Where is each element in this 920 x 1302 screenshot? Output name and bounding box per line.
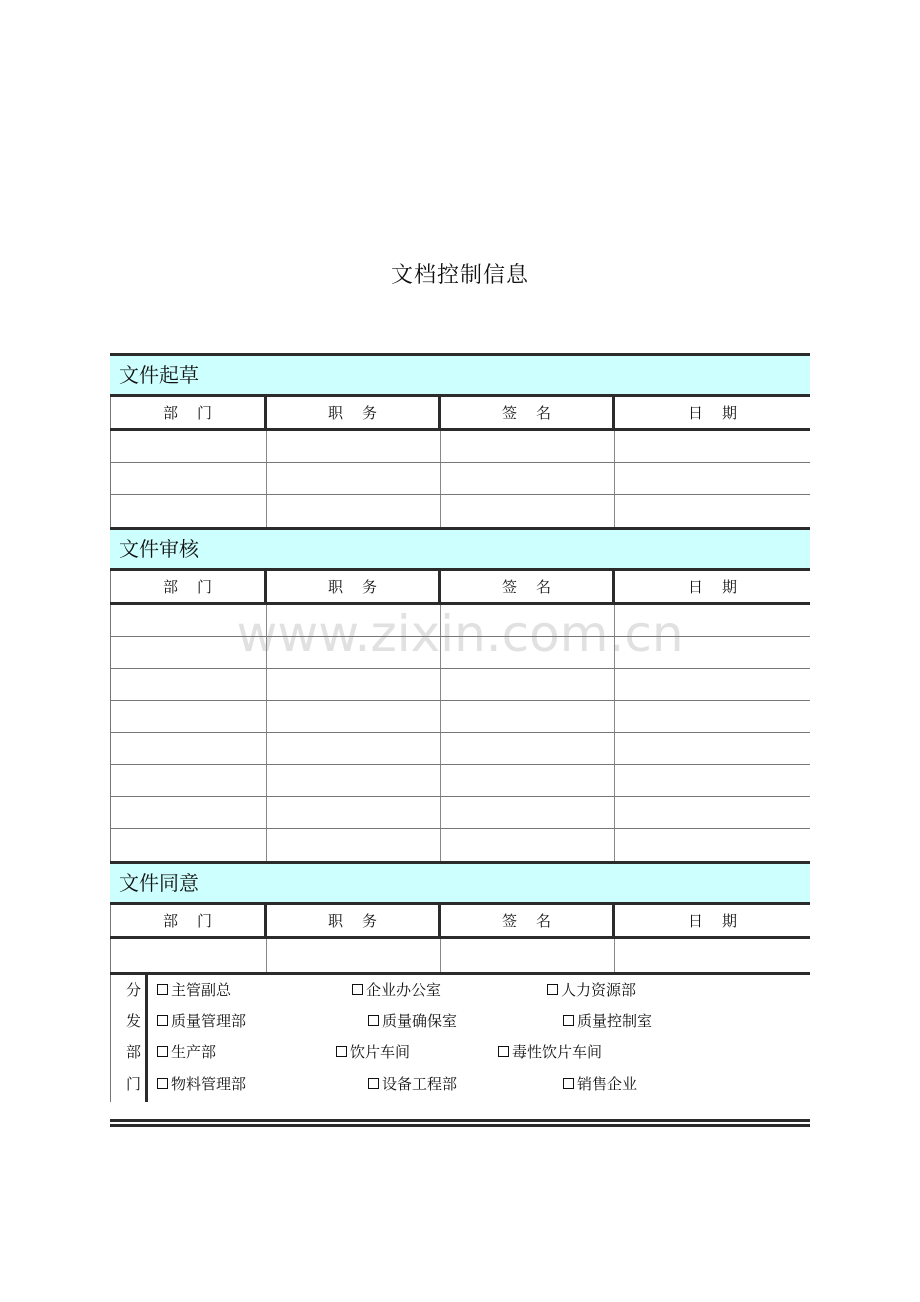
date-cell[interactable] bbox=[615, 669, 810, 700]
distribution-block bbox=[110, 972, 810, 1102]
department-cell[interactable] bbox=[110, 463, 267, 494]
column-header-row bbox=[110, 571, 810, 605]
department-cell[interactable] bbox=[110, 939, 267, 972]
date-cell[interactable] bbox=[615, 797, 810, 828]
dist-option[interactable]: 设备工程部 bbox=[368, 1073, 457, 1094]
position-cell[interactable] bbox=[267, 797, 441, 828]
col-department: 部 门 bbox=[110, 397, 267, 428]
dist-option[interactable]: 生产部 bbox=[157, 1041, 216, 1062]
department-cell[interactable] bbox=[110, 829, 267, 861]
checkbox-icon[interactable] bbox=[563, 1078, 574, 1089]
date-cell[interactable] bbox=[615, 637, 810, 668]
signature-cell[interactable] bbox=[441, 797, 615, 828]
table-row bbox=[110, 797, 810, 829]
column-header-row bbox=[110, 397, 810, 431]
department-cell[interactable] bbox=[110, 701, 267, 732]
table-row bbox=[110, 701, 810, 733]
position-cell[interactable] bbox=[267, 669, 441, 700]
checkbox-icon[interactable] bbox=[157, 1046, 168, 1057]
watermark: www.zixin.com.cn bbox=[236, 605, 684, 663]
dist-label-char: 部 bbox=[126, 1043, 142, 1061]
dist-option[interactable]: 主管副总 bbox=[157, 979, 231, 1000]
dist-label-char: 分 bbox=[126, 981, 142, 999]
signature-cell[interactable] bbox=[441, 765, 615, 796]
control-form bbox=[110, 353, 810, 1102]
section-approval-header bbox=[110, 861, 810, 905]
section-review-title: 文件审核 bbox=[119, 537, 199, 561]
date-cell[interactable] bbox=[615, 939, 810, 972]
distribution-label bbox=[110, 975, 148, 1102]
department-cell[interactable] bbox=[110, 733, 267, 764]
department-cell[interactable] bbox=[110, 765, 267, 796]
dist-option[interactable]: 质量控制室 bbox=[563, 1010, 652, 1031]
table-row bbox=[110, 765, 810, 797]
signature-cell[interactable] bbox=[441, 605, 615, 636]
dist-option[interactable]: 毒性饮片车间 bbox=[498, 1041, 602, 1062]
section-review-header bbox=[110, 527, 810, 571]
signature-cell[interactable] bbox=[441, 939, 615, 972]
col-date: 日 期 bbox=[687, 912, 738, 930]
table-row bbox=[110, 495, 810, 527]
table-row bbox=[110, 669, 810, 701]
section-approval-title: 文件同意 bbox=[119, 871, 199, 895]
position-cell[interactable] bbox=[267, 495, 441, 527]
col-department: 部 门 bbox=[110, 905, 267, 936]
col-department: 部 门 bbox=[110, 571, 267, 602]
position-cell[interactable] bbox=[267, 939, 441, 972]
table-row bbox=[110, 637, 810, 669]
bottom-double-rule-bottom bbox=[110, 1124, 810, 1127]
col-signature: 签 名 bbox=[441, 397, 615, 428]
dist-option[interactable]: 饮片车间 bbox=[336, 1041, 410, 1062]
col-signature: 签 名 bbox=[441, 571, 615, 602]
checkbox-icon[interactable] bbox=[336, 1046, 347, 1057]
position-cell[interactable] bbox=[267, 463, 441, 494]
checkbox-icon[interactable] bbox=[498, 1046, 509, 1057]
col-position: 职 务 bbox=[267, 397, 441, 428]
dist-option[interactable]: 物料管理部 bbox=[157, 1073, 246, 1094]
date-cell[interactable] bbox=[615, 765, 810, 796]
position-cell[interactable] bbox=[267, 765, 441, 796]
department-cell[interactable] bbox=[110, 431, 267, 462]
signature-cell[interactable] bbox=[441, 637, 615, 668]
dist-option[interactable]: 销售企业 bbox=[563, 1073, 637, 1094]
date-cell[interactable] bbox=[615, 733, 810, 764]
checkbox-icon[interactable] bbox=[157, 1015, 168, 1026]
position-cell[interactable] bbox=[267, 701, 441, 732]
department-cell[interactable] bbox=[110, 797, 267, 828]
dist-label-char: 门 bbox=[126, 1075, 142, 1093]
checkbox-icon[interactable] bbox=[368, 1078, 379, 1089]
signature-cell[interactable] bbox=[441, 495, 615, 527]
checkbox-icon[interactable] bbox=[157, 1078, 168, 1089]
signature-cell[interactable] bbox=[441, 431, 615, 462]
position-cell[interactable] bbox=[267, 637, 441, 668]
dist-option[interactable]: 企业办公室 bbox=[352, 979, 441, 1000]
position-cell[interactable] bbox=[267, 733, 441, 764]
department-cell[interactable] bbox=[110, 605, 267, 636]
col-position: 职 务 bbox=[267, 905, 441, 936]
col-position: 职 务 bbox=[267, 571, 441, 602]
position-cell[interactable] bbox=[267, 829, 441, 861]
table-row bbox=[110, 463, 810, 495]
checkbox-icon[interactable] bbox=[352, 984, 363, 995]
section-drafting-title: 文件起草 bbox=[119, 363, 199, 387]
checkbox-icon[interactable] bbox=[157, 984, 168, 995]
date-cell[interactable] bbox=[615, 605, 810, 636]
department-cell[interactable] bbox=[110, 669, 267, 700]
checkbox-icon[interactable] bbox=[547, 984, 558, 995]
checkbox-icon[interactable] bbox=[563, 1015, 574, 1026]
document-title: 文档控制信息 bbox=[390, 263, 529, 288]
section-drafting-header bbox=[110, 353, 810, 397]
checkbox-icon[interactable] bbox=[368, 1015, 379, 1026]
date-cell[interactable] bbox=[615, 431, 810, 462]
position-cell[interactable] bbox=[267, 431, 441, 462]
date-cell[interactable] bbox=[615, 829, 810, 861]
column-header-row bbox=[110, 905, 810, 939]
department-cell[interactable] bbox=[110, 637, 267, 668]
signature-cell[interactable] bbox=[441, 733, 615, 764]
department-cell[interactable] bbox=[110, 495, 267, 527]
signature-cell[interactable] bbox=[441, 669, 615, 700]
signature-cell[interactable] bbox=[441, 463, 615, 494]
signature-cell[interactable] bbox=[441, 701, 615, 732]
signature-cell[interactable] bbox=[441, 829, 615, 861]
date-cell[interactable] bbox=[615, 463, 810, 494]
table-row bbox=[110, 829, 810, 861]
date-cell[interactable] bbox=[615, 701, 810, 732]
col-date: 日 期 bbox=[687, 578, 738, 596]
dist-option[interactable]: 质量确保室 bbox=[368, 1010, 457, 1031]
table-row bbox=[110, 605, 810, 637]
col-date: 日 期 bbox=[687, 404, 738, 422]
table-row bbox=[110, 733, 810, 765]
dist-label-char: 发 bbox=[126, 1012, 142, 1030]
dist-option[interactable]: 人力资源部 bbox=[547, 979, 636, 1000]
position-cell[interactable] bbox=[267, 605, 441, 636]
date-cell[interactable] bbox=[615, 495, 810, 527]
table-row bbox=[110, 431, 810, 463]
dist-option[interactable]: 质量管理部 bbox=[157, 1010, 246, 1031]
col-signature: 签 名 bbox=[441, 905, 615, 936]
bottom-double-rule-top bbox=[110, 1119, 810, 1122]
table-row bbox=[110, 939, 810, 972]
